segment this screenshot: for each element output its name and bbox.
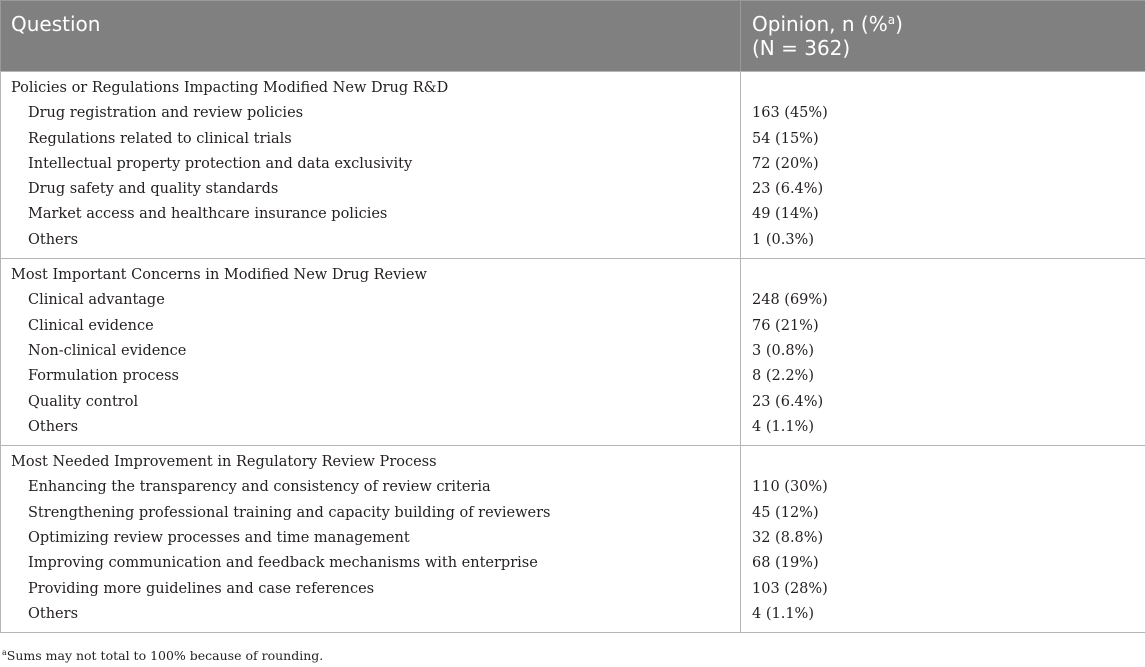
table-header-row — [1, 1, 1145, 72]
row-value: 68 (19%) — [741, 551, 1145, 576]
table-row — [1, 202, 1145, 227]
table-row — [1, 177, 1145, 202]
row-value: 8 (2.2%) — [741, 364, 1145, 389]
row-label: Optimizing review processes and time management — [1, 526, 741, 551]
row-value: 45 (12%) — [741, 501, 1145, 526]
table-row — [1, 314, 1145, 339]
row-value: 110 (30%) — [741, 475, 1145, 500]
row-label: Market access and healthcare insurance policies — [1, 202, 741, 227]
row-label: Strengthening professional training and capacity building of reviewers — [1, 501, 741, 526]
table-row — [1, 101, 1145, 126]
table-row — [1, 228, 1145, 259]
row-label: Drug safety and quality standards — [1, 177, 741, 202]
row-label: Enhancing the transparency and consistency of review criteria — [1, 475, 741, 500]
row-value: 103 (28%) — [741, 577, 1145, 602]
row-label: Clinical advantage — [1, 288, 741, 313]
group-value-empty — [741, 72, 1145, 102]
row-label: Clinical evidence — [1, 314, 741, 339]
row-value: 163 (45%) — [741, 101, 1145, 126]
row-label: Others — [1, 415, 741, 446]
table-row — [1, 551, 1145, 576]
table-row — [1, 152, 1145, 177]
table-row — [1, 501, 1145, 526]
table-body — [1, 72, 1145, 633]
row-value: 4 (1.1%) — [741, 415, 1145, 446]
table-row — [1, 390, 1145, 415]
group-header-row — [1, 259, 1145, 289]
row-label: Improving communication and feedback mechanisms with enterprise — [1, 551, 741, 576]
row-value: 1 (0.3%) — [741, 228, 1145, 259]
footnote-marker: a — [2, 648, 7, 657]
table-footnote — [2, 648, 323, 664]
group-value-empty — [741, 259, 1145, 289]
row-value: 23 (6.4%) — [741, 177, 1145, 202]
table-row — [1, 475, 1145, 500]
row-value: 72 (20%) — [741, 152, 1145, 177]
row-value: 32 (8.8%) — [741, 526, 1145, 551]
row-value: 76 (21%) — [741, 314, 1145, 339]
group-header-row — [1, 72, 1145, 102]
row-label: Non-clinical evidence — [1, 339, 741, 364]
group-title: Most Important Concerns in Modified New Drug Review — [1, 259, 741, 289]
group-header-row — [1, 446, 1145, 476]
row-label: Quality control — [1, 390, 741, 415]
group-title: Most Needed Improvement in Regulatory Review Process — [1, 446, 741, 476]
row-label: Others — [1, 602, 741, 633]
table-row — [1, 339, 1145, 364]
row-label: Intellectual property protection and data exclusivity — [1, 152, 741, 177]
table-row — [1, 127, 1145, 152]
table-row — [1, 602, 1145, 633]
group-title: Policies or Regulations Impacting Modified New Drug R&D — [1, 72, 741, 102]
opinion-column-header: Opinion, n (%$^a$) (N = 362) — [741, 1, 1145, 72]
group-value-empty — [741, 446, 1145, 476]
row-value: 248 (69%) — [741, 288, 1145, 313]
table-row — [1, 288, 1145, 313]
table-row — [1, 364, 1145, 389]
question-column-header: Question — [1, 1, 741, 72]
table-row — [1, 577, 1145, 602]
row-label: Others — [1, 228, 741, 259]
row-value: 54 (15%) — [741, 127, 1145, 152]
row-label: Drug registration and review policies — [1, 101, 741, 126]
row-value: 49 (14%) — [741, 202, 1145, 227]
footnote-text: Sums may not total to 100% because of rounding. — [6, 648, 324, 663]
row-label: Regulations related to clinical trials — [1, 127, 741, 152]
table-row — [1, 415, 1145, 446]
row-label: Providing more guidelines and case references — [1, 577, 741, 602]
row-value: 23 (6.4%) — [741, 390, 1145, 415]
row-value: 3 (0.8%) — [741, 339, 1145, 364]
row-value: 4 (1.1%) — [741, 602, 1145, 633]
table-row — [1, 526, 1145, 551]
row-label: Formulation process — [1, 364, 741, 389]
